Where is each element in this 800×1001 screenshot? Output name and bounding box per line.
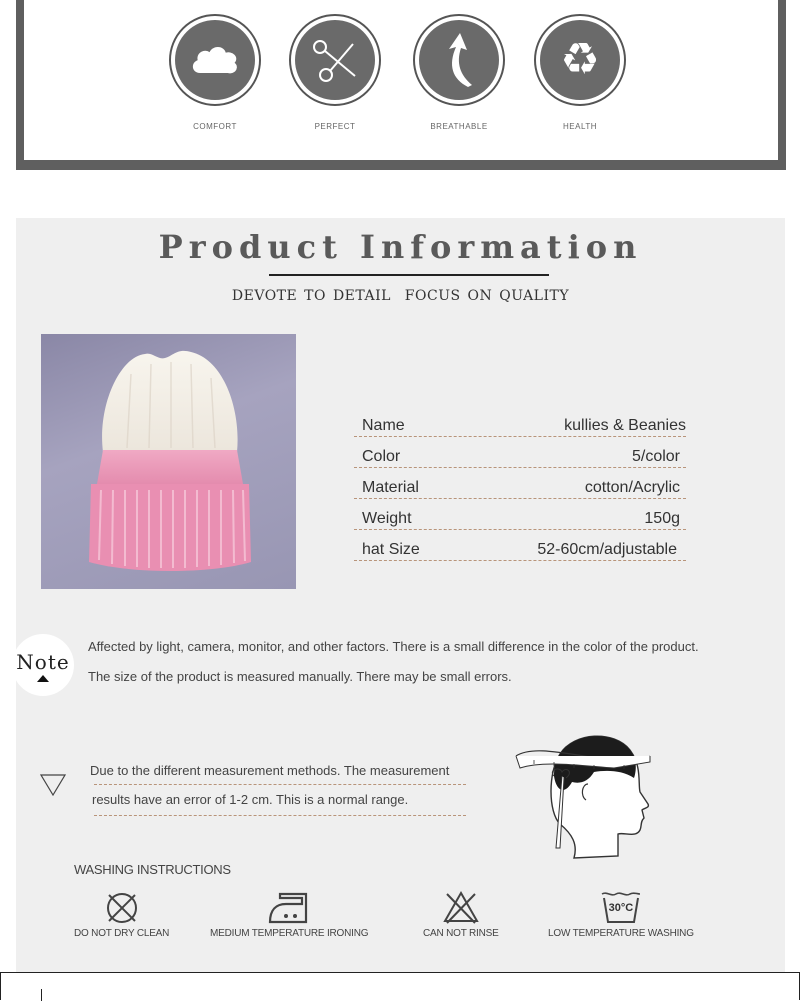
note-line: The size of the product is measured manually. There may be small errors.	[88, 669, 512, 684]
feature-breathable	[409, 14, 509, 131]
spec-row-color	[354, 437, 686, 468]
feature-ring	[289, 14, 381, 106]
wash-item-rinse	[423, 890, 499, 939]
wash-label: DO NOT DRY CLEAN	[74, 928, 170, 939]
note-line: Affected by light, camera, monitor, and other factors. There is a small difference in the color of the product.	[88, 639, 699, 654]
spec-value: 5/color	[631, 448, 680, 465]
measurement-note-line: results have an error of 1-2 cm. This is a normal range.	[92, 792, 409, 807]
head-measurement-illustration	[514, 726, 654, 871]
no-rinse-icon	[423, 890, 499, 926]
spec-row-name	[354, 406, 686, 437]
spec-label: Color	[362, 448, 401, 465]
bottom-frame	[0, 972, 800, 1000]
features-inner	[24, 0, 778, 160]
feature-ring	[534, 14, 626, 106]
frame-marker	[41, 989, 42, 1001]
spec-value: cotton/Acrylic	[584, 479, 680, 496]
spec-row-material	[354, 468, 686, 499]
recycle-icon: ♻	[540, 20, 620, 100]
spec-row-weight	[354, 499, 686, 530]
wash-item-ironing	[210, 890, 368, 939]
spec-label: Weight	[362, 510, 412, 527]
product-info-panel	[16, 218, 785, 1000]
triangle-up-icon	[37, 675, 49, 682]
dashed-divider	[94, 784, 466, 785]
feature-label: PERFECT	[314, 122, 356, 131]
spec-label: Name	[362, 417, 405, 434]
spec-value: 52-60cm/adjustable	[537, 541, 677, 558]
spec-label: hat Size	[362, 541, 420, 558]
spec-value: 150g	[644, 510, 680, 527]
feature-label: HEALTH	[563, 122, 597, 131]
wash-label: MEDIUM TEMPERATURE IRONING	[210, 928, 369, 939]
feature-label: BREATHABLE	[430, 122, 488, 131]
spec-label: Material	[362, 479, 419, 496]
measurement-note-line: Due to the different measurement methods. The measurement	[90, 763, 450, 778]
wash-item-dry-clean	[74, 890, 169, 939]
wash-temp: 30°C	[608, 902, 634, 914]
features-frame	[16, 0, 786, 170]
spec-row-hat-size	[354, 530, 686, 561]
wash-label: LOW TEMPERATURE WASHING	[548, 928, 694, 939]
wash-item-washing	[548, 890, 694, 939]
wash-30-icon	[548, 890, 694, 926]
title-divider	[269, 274, 549, 276]
dashed-divider	[94, 815, 466, 816]
curved-arrow-icon	[419, 20, 499, 100]
feature-label: COMFORT	[193, 122, 237, 131]
feature-comfort	[165, 14, 265, 131]
feature-ring	[169, 14, 261, 106]
feature-ring	[413, 14, 505, 106]
note-label: Note	[16, 650, 70, 674]
section-subtitle: DEVOTE TO DETAIL FOCUS ON QUALITY	[231, 288, 570, 304]
triangle-down-icon	[40, 774, 66, 801]
beanie-image	[41, 334, 296, 589]
spec-value: kullies & Beanies	[564, 417, 686, 434]
no-dry-clean-icon	[74, 890, 169, 926]
wash-label: CAN NOT RINSE	[423, 928, 499, 939]
feature-health	[530, 14, 630, 131]
feature-perfect	[285, 14, 385, 131]
scissors-icon	[295, 20, 375, 100]
note-badge	[12, 634, 74, 696]
spec-table	[354, 406, 686, 561]
product-photo	[41, 334, 296, 589]
cloud-icon	[175, 20, 255, 100]
washing-title: WASHING INSTRUCTIONS	[74, 862, 231, 877]
section-title: Product Information	[158, 228, 643, 266]
iron-medium-icon	[210, 890, 368, 926]
